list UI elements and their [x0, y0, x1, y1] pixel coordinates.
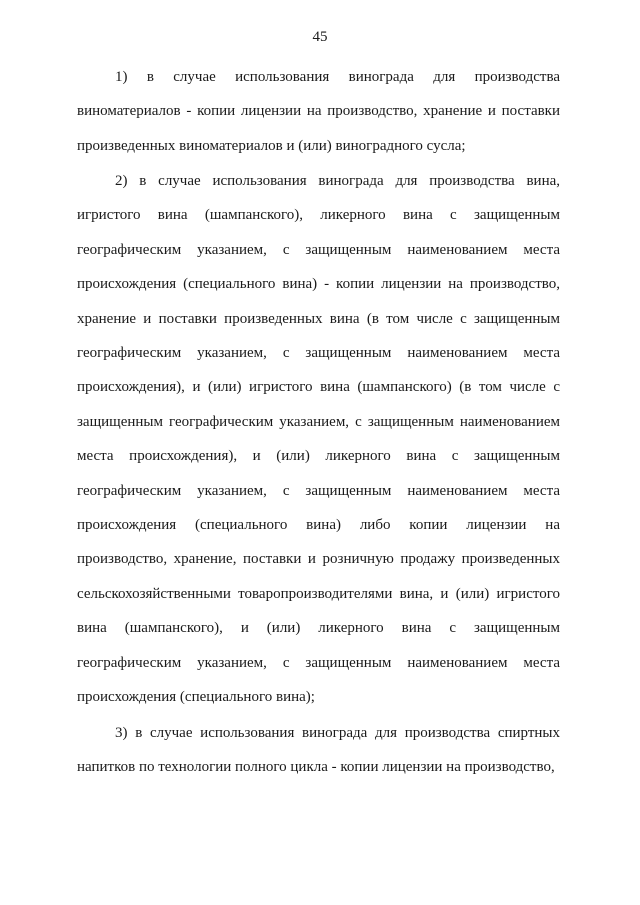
paragraph-item-3: 3) в случае использования винограда для производства спиртных напитков по технологии полного цикла - копии лицензии на производство, [77, 725, 560, 776]
page-number: 45 [312, 29, 328, 45]
paragraph-item-2: 2) в случае использования винограда для производства вина, игристого вина (шампанского), ликерного вина с защищенным географическим указанием, с защищенным наименованием места происхождения (специального вина) - копии лицензии на производство, хранение и поставки произведенных вина (в том числе с защищенным географическим указанием, с защищенным наименованием места происхождения), и (или) игристого вина (шампанского) (в том числе с защищенным географическим указанием, с защищенным наименованием места происхождения), и (или) ликерного вина с защищенным географическим указанием, с защищенным наименованием места происхождения (специального вина) либо копии лицензии на производство, хранение, поставки и розничную продажу произведенных сельскохозяйственными товаропроизводителями вина, и (или) игристого вина (шампанского), и (или) ликерного вина с защищенным географическим указанием, с защищенным наименованием места происхождения (специального вина); [77, 173, 560, 706]
paragraph-item-1: 1) в случае использования винограда для производства виноматериалов - копии лицензии на производство, хранение и поставки произведенных виноматериалов и (или) виноградного сусла; [77, 69, 560, 154]
